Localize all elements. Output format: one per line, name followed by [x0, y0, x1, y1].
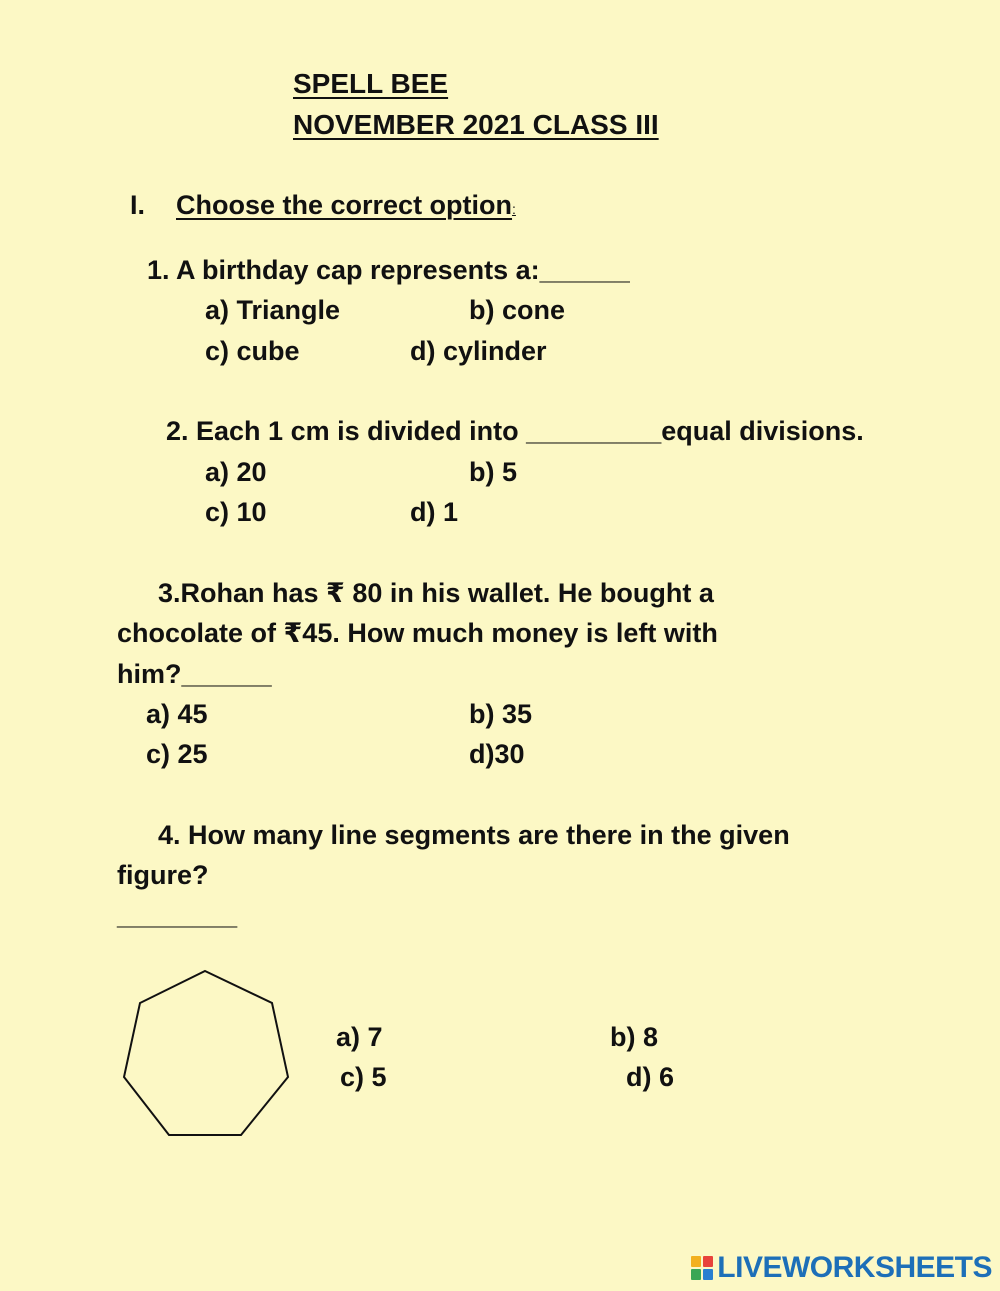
q4-option-a[interactable]: a) 7	[336, 1022, 383, 1052]
worksheet-title: SPELL BEE	[293, 68, 449, 99]
q3-option-a[interactable]: a) 45	[146, 699, 208, 729]
heptagon-figure	[120, 965, 292, 1140]
question-3-line-1: 3.Rohan has ₹ 80 in his wallet. He bought a	[158, 578, 714, 608]
q4-option-b[interactable]: b) 8	[610, 1022, 659, 1052]
q3-option-d[interactable]: d)30	[469, 739, 525, 769]
q1-option-a[interactable]: a) Triangle	[205, 295, 341, 325]
q4-option-d[interactable]: d) 6	[626, 1062, 675, 1092]
section-heading	[176, 189, 516, 225]
worksheet-subtitle: NOVEMBER 2021 CLASS III	[293, 109, 659, 140]
question-2-text: 2. Each 1 cm is divided into _________equal divisions.	[166, 416, 864, 446]
q2-option-b[interactable]: b) 5	[469, 457, 518, 487]
q2-option-d[interactable]: d) 1	[410, 497, 459, 527]
question-1-text: 1. A birthday cap represents a:______	[147, 255, 630, 285]
liveworksheets-logo-icon	[691, 1256, 713, 1280]
q4-option-c[interactable]: c) 5	[340, 1062, 387, 1092]
question-4-answer-blank[interactable]: ________	[117, 900, 238, 930]
question-4-line-2: figure?	[117, 860, 209, 890]
q1-option-b[interactable]: b) cone	[469, 295, 566, 325]
liveworksheets-logo	[691, 1251, 992, 1285]
liveworksheets-logo-text: LIVEWORKSHEETS	[717, 1251, 992, 1284]
q1-option-d[interactable]: d) cylinder	[410, 336, 547, 366]
q3-option-c[interactable]: c) 25	[146, 739, 208, 769]
question-3-line-3: him?______	[117, 659, 272, 689]
q3-option-b[interactable]: b) 35	[469, 699, 533, 729]
q2-option-c[interactable]: c) 10	[205, 497, 267, 527]
q2-option-a[interactable]: a) 20	[205, 457, 267, 487]
question-3-line-2: chocolate of ₹45. How much money is left with	[117, 618, 718, 648]
q1-option-c[interactable]: c) cube	[205, 336, 300, 366]
section-heading-colon: :	[512, 201, 516, 217]
question-4-line-1: 4. How many line segments are there in the given	[158, 820, 790, 850]
heptagon-shape	[124, 971, 288, 1135]
section-heading-text: Choose the correct option	[176, 190, 513, 220]
section-numeral: I.	[130, 190, 146, 220]
